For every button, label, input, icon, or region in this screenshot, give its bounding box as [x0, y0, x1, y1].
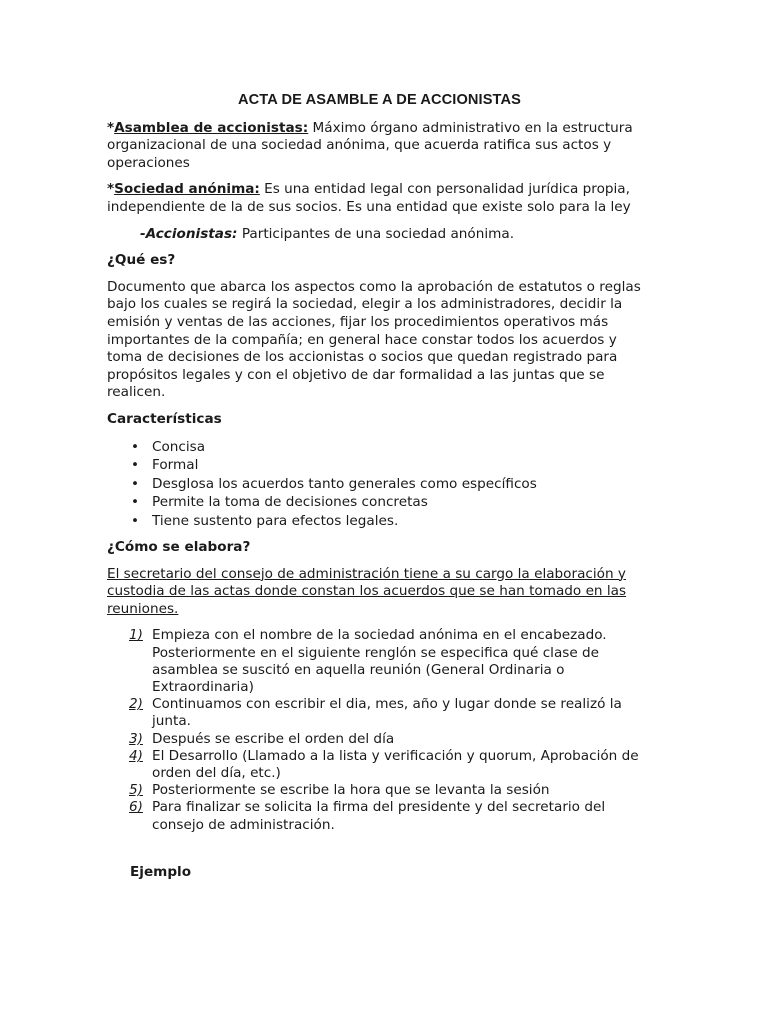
- example-heading: Ejemplo: [130, 863, 192, 880]
- step-text: Continuamos con escribir el dia, mes, año y lugar donde se realizó la junta.: [152, 696, 622, 730]
- list-item-text: Concisa: [152, 438, 206, 455]
- step-number: 5): [129, 782, 143, 799]
- definition-sociedad: [107, 181, 652, 216]
- step-number: 4): [129, 747, 143, 764]
- bullet-icon: •: [131, 512, 140, 529]
- list-item: [107, 456, 652, 475]
- section-heading-que-es: ¿Qué es?: [107, 252, 176, 269]
- list-item-text: Desglosa los acuerdos tanto generales como específicos: [152, 475, 537, 492]
- section-heading-como-se-elabora: ¿Cómo se elabora?: [107, 539, 251, 555]
- caracteristicas-list: [107, 438, 652, 531]
- que-es-paragraph: Documento que abarca los aspectos como la aprobación de estatutos o reglas bajo los cuales se regirá la sociedad, elegir a los administradores, decidir la emisión y ventas de las acciones, fijar los procedimientos operativos más importantes de la compañía; en general hace constar todos los acuerdos y toma de decisiones de los accionistas o socios que quedan registrado para propósitos legales y con el objetivo de dar formalidad a las juntas que se realicen.: [107, 278, 641, 401]
- definition-prefix: *: [107, 119, 115, 136]
- definition-prefix: *: [107, 181, 115, 198]
- definition-term: Sociedad anónima:: [114, 181, 260, 198]
- step-item: [107, 731, 652, 748]
- step-number: 3): [129, 730, 143, 747]
- section-heading-caracteristicas: Características: [107, 410, 222, 427]
- step-text: Para finalizar se solicita la firma del presidente y del secretario del consejo de administración.: [152, 799, 606, 833]
- step-text: Empieza con el nombre de la sociedad anónima en el encabezado. Posteriormente en el siguiente renglón se especifica qué clase de asamblea se suscitó en aquella reunión (General Ordinaria o Extraordinaria): [152, 627, 607, 695]
- definition-term: -Accionistas:: [140, 225, 238, 242]
- list-item: [107, 512, 652, 531]
- step-number: 6): [129, 799, 143, 816]
- definition-text: Máximo órgano administrativo en la estructura organizacional de una sociedad anónima, que acuerda ratifica sus actos y operaciones: [107, 119, 633, 171]
- bullet-icon: •: [131, 457, 140, 473]
- definition-asamblea: [107, 120, 652, 173]
- step-text: El Desarrollo (Llamado a la lista y verificación y quorum, Aprobación de orden del día, etc.): [152, 747, 639, 781]
- list-item: [107, 475, 652, 494]
- step-item: [107, 696, 652, 730]
- step-text: Después se escribe el orden del día: [152, 730, 395, 747]
- list-item: [107, 438, 652, 457]
- step-number: 2): [129, 696, 143, 713]
- definition-text: Participantes de una sociedad anónima.: [237, 225, 515, 242]
- document-title: ACTA DE ASAMBLE A DE ACCIONISTAS: [238, 92, 521, 108]
- como-se-elabora-intro: El secretario del consejo de administración tiene a su cargo la elaboración y custodia de las actas donde constan los acuerdos que se han tomado en las reuniones.: [107, 565, 627, 617]
- bullet-icon: •: [131, 438, 140, 455]
- list-item: [107, 493, 652, 512]
- definition-text: Es una entidad legal con personalidad jurídica propia, independiente de la de sus socios. Es una entidad que existe solo para la ley: [107, 181, 631, 215]
- definition-accionistas: [107, 226, 652, 244]
- step-text: Posteriormente se escribe la hora que se levanta la sesión: [152, 782, 550, 799]
- list-item-text: Permite la toma de decisiones concretas: [152, 494, 428, 510]
- steps-list: [107, 627, 652, 833]
- definition-term: Asamblea de accionistas:: [114, 119, 309, 136]
- step-number: 1): [129, 627, 143, 644]
- step-item: [107, 748, 652, 782]
- list-item-text: Formal: [152, 457, 199, 473]
- step-item: [107, 782, 652, 799]
- bullet-icon: •: [131, 475, 140, 492]
- list-item-text: Tiene sustento para efectos legales.: [152, 512, 399, 529]
- bullet-icon: •: [131, 494, 140, 510]
- document-page: [107, 92, 652, 881]
- step-item: [107, 799, 652, 833]
- step-item: [107, 627, 652, 696]
